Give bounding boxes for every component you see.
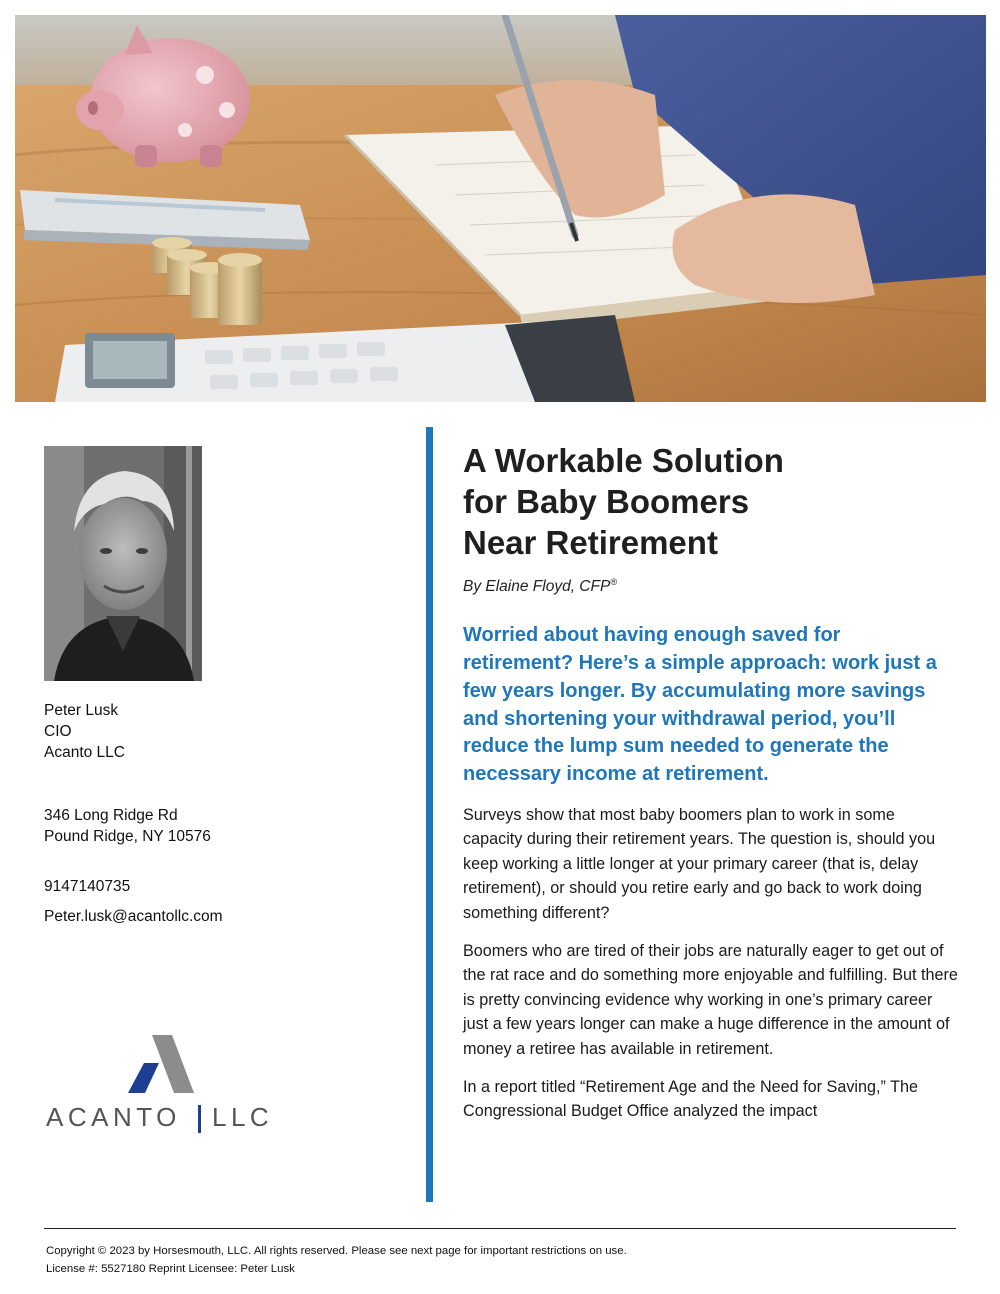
- portrait-illustration: [44, 446, 202, 681]
- article-byline: [463, 577, 963, 596]
- logo-blue-stroke: [128, 1063, 159, 1093]
- footer-rule: [44, 1228, 956, 1229]
- article-paragraph: In a report titled “Retirement Age and the Need for Saving,” The Congressional Budget Office analyzed the impact: [463, 1078, 919, 1121]
- article-paragraph: Boomers who are tired of their jobs are naturally eager to get out of the rat race and do something more enjoyable and fulfilling. But there is pretty convincing evidence why working in one’s primary career just a few years longer can make a huge difference in the amount of money a retiree has available in retirement.: [463, 941, 958, 1058]
- accent-divider: [426, 427, 433, 1202]
- logo-divider: [198, 1105, 201, 1133]
- logo-text-right: LLC: [212, 1102, 274, 1132]
- contact-name: Peter Lusk: [44, 702, 119, 719]
- company-logo: [44, 1033, 284, 1133]
- profile-photo: [44, 446, 202, 681]
- address-line-2: Pound Ridge, NY 10576: [44, 828, 211, 845]
- logo-text-left: ACANTO: [46, 1102, 181, 1132]
- footer: [46, 1242, 627, 1278]
- byline-text: By Elaine Floyd, CFP: [463, 578, 611, 596]
- title-line-1: A Workable Solution: [463, 442, 784, 479]
- address-line-1: 346 Long Ridge Rd: [44, 807, 178, 824]
- contact-title: CIO: [44, 723, 72, 740]
- contact-email[interactable]: Peter.lusk@acantollc.com: [44, 908, 223, 925]
- hero-image: [15, 15, 986, 402]
- footer-license: License #: 5527180 Reprint Licensee: Peter Lusk: [46, 1263, 295, 1275]
- article-title: [463, 440, 963, 563]
- hero-illustration: [15, 15, 986, 402]
- footer-copyright: Copyright © 2023 by Horsesmouth, LLC. All rights reserved. Please see next page for important restrictions on use.: [46, 1245, 627, 1257]
- contact-address: [44, 805, 211, 847]
- article-lead: Worried about having enough saved for retirement? Here’s a simple approach: work just a few years longer. By accumulating more savings and shortening your withdrawal period, you’ll reduce the lump sum needed to generate the necessary income at retirement.: [463, 624, 937, 786]
- article-paragraph: Surveys show that most baby boomers plan to work in some capacity during their retirement years. The question is, should you keep working a little longer at your primary career (that is, delay retirement), or should you retire early and go back to work doing something different?: [463, 805, 936, 922]
- contact-company: Acanto LLC: [44, 744, 125, 761]
- contact-name-block: [44, 700, 125, 763]
- contact-phone: 9147140735: [44, 878, 131, 895]
- article: [463, 440, 963, 1124]
- registered-mark: ®: [610, 577, 617, 587]
- acanto-logo-mark: [44, 1033, 284, 1133]
- title-line-2: for Baby Boomers: [463, 483, 750, 520]
- title-line-3: Near Retirement: [463, 524, 718, 561]
